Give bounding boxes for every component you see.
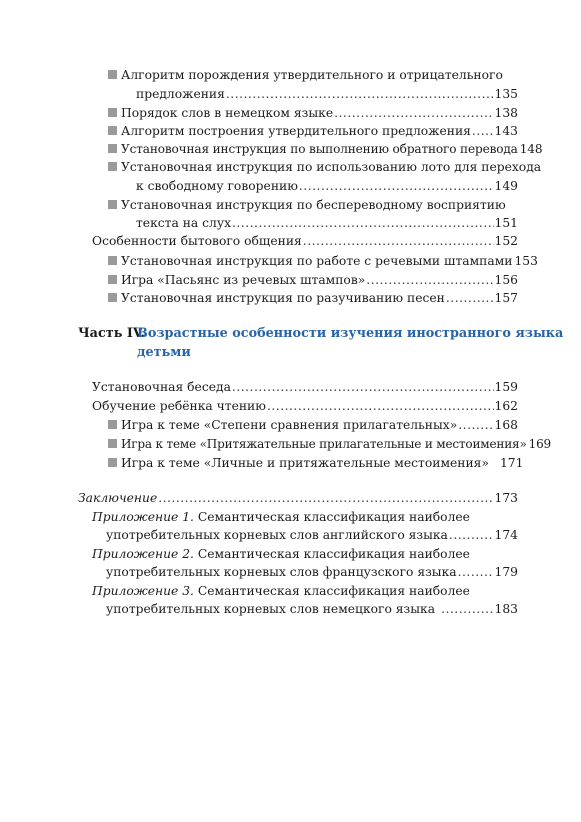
toc-entry-title: Особенности бытового общения (92, 234, 302, 248)
page-number: 148 (519, 142, 543, 156)
appendix-heading (92, 582, 470, 600)
toc-entry-title: Установочная инструкция по выполнению обратного перевода (121, 142, 518, 156)
toc-entry-title: Порядок слов в немецком языке (121, 106, 334, 120)
toc-entry-title: Игра к теме «Личные и притяжательные местоимения» (121, 456, 489, 470)
appendix-label: Приложение 3. (92, 584, 194, 598)
appendix-title: Семантическая классификация наиболее (197, 547, 470, 561)
leader-dots (458, 416, 493, 434)
toc-entry-title: к свободному говорению (136, 179, 298, 193)
page-number: 179 (494, 565, 518, 579)
leader-dots (446, 289, 494, 307)
toc-entry-title: употребительных корневых слов немецкого языка (106, 602, 436, 616)
toc-entry-title: Алгоритм построения утвердительного предложения (121, 124, 471, 138)
leader-dots (334, 104, 493, 122)
toc-entry[interactable] (136, 85, 518, 103)
toc-entry-title: употребительных корневых слов французского языка (106, 565, 457, 579)
toc-entry-line: Установочная инструкция по использованию лото для перехода (121, 160, 542, 174)
part-title[interactable]: Возрастные особенности изучения иностранного языка (137, 326, 564, 341)
page-number: 168 (494, 418, 518, 432)
toc-entry-title: Игра к теме «Степени сравнения прилагательных» (121, 418, 458, 432)
page-number: 162 (494, 399, 518, 413)
page-number: 156 (494, 273, 518, 287)
page-number: 183 (494, 602, 518, 616)
appendix-title: Семантическая классификация наиболее (197, 584, 470, 598)
toc-entry[interactable] (92, 378, 518, 396)
page-number: 159 (494, 380, 518, 394)
toc-entry[interactable] (121, 104, 518, 122)
square-bullet-icon (108, 256, 117, 265)
square-bullet-icon (108, 108, 117, 117)
toc-entry-title: Игра к теме «Притяжательные прилагательные и местоимения» (121, 437, 527, 451)
square-bullet-icon (108, 420, 117, 429)
page-number: 135 (494, 87, 518, 101)
toc-entry[interactable] (106, 600, 518, 618)
toc-entry-title: Заключение (78, 491, 158, 505)
square-bullet-icon (108, 275, 117, 284)
square-bullet-icon (108, 162, 117, 171)
toc-entry-line: Алгоритм порождения утвердительного и отрицательного (121, 68, 503, 82)
toc-entry[interactable] (136, 214, 518, 232)
toc-entry-title: Установочная беседа (92, 380, 231, 394)
toc-entry-title: Установочная инструкция по работе с речевыми штампами (121, 254, 513, 268)
toc-entry[interactable] (121, 252, 538, 270)
page-number: 173 (494, 491, 518, 505)
toc-entry[interactable] (121, 289, 518, 307)
leader-dots (449, 526, 494, 544)
appendix-heading (92, 508, 470, 526)
leader-dots (441, 600, 493, 618)
appendix-label: Приложение 2. (92, 547, 194, 561)
page-number: 153 (514, 254, 538, 268)
leader-dots (158, 489, 493, 507)
toc-entry[interactable] (121, 416, 518, 434)
leader-dots (232, 214, 494, 232)
toc-entry-title: Игра «Пасьянс из речевых штампов» (121, 273, 366, 287)
page-number: 171 (499, 456, 524, 470)
appendix-heading (92, 545, 470, 563)
page-number: 149 (494, 179, 518, 193)
appendix-title: Семантическая классификация наиболее (197, 510, 470, 524)
part-label: Часть IV. (78, 326, 145, 341)
toc-entry[interactable] (121, 271, 518, 289)
page-number: 152 (494, 234, 518, 248)
toc-entry[interactable] (121, 122, 518, 140)
square-bullet-icon (108, 144, 117, 153)
toc-entry-title: употребительных корневых слов английского языка (106, 528, 448, 542)
toc-entry[interactable] (106, 526, 518, 544)
leader-dots (366, 271, 493, 289)
leader-dots (226, 85, 494, 103)
square-bullet-icon (108, 200, 117, 209)
toc-entry[interactable] (106, 563, 518, 581)
square-bullet-icon (108, 439, 117, 448)
page-number: 151 (494, 216, 518, 230)
square-bullet-icon (108, 293, 117, 302)
page-number: 169 (528, 437, 552, 451)
leader-dots (232, 378, 494, 396)
appendix-label: Приложение 1. (92, 510, 194, 524)
leader-dots (303, 232, 494, 250)
toc-entry-title: Установочная инструкция по разучиванию песен (121, 291, 445, 305)
toc-entry[interactable] (121, 140, 543, 158)
toc-entry[interactable] (136, 177, 518, 195)
toc-entry-title: Обучение ребёнка чтению (92, 399, 266, 413)
leader-dots (267, 397, 494, 415)
toc-entry-title: текста на слух (136, 216, 232, 230)
leader-dots (472, 122, 494, 140)
toc-entry[interactable] (92, 397, 518, 415)
page-number: 174 (494, 528, 518, 542)
square-bullet-icon (108, 126, 117, 135)
leader-dots (458, 563, 494, 581)
page-number: 157 (494, 291, 518, 305)
square-bullet-icon (108, 458, 117, 467)
toc-entry[interactable] (121, 435, 552, 453)
toc-entry[interactable] (121, 454, 524, 472)
toc-entry-title: предложения (136, 87, 225, 101)
part-title-continued[interactable]: детьми (137, 345, 191, 360)
page-number: 143 (494, 124, 518, 138)
leader-dots (299, 177, 494, 195)
toc-entry[interactable] (92, 232, 518, 250)
square-bullet-icon (108, 70, 117, 79)
toc-entry-line: Установочная инструкция по беспереводному восприятию (121, 198, 506, 212)
toc-entry[interactable] (78, 489, 518, 507)
page-number: 138 (494, 106, 518, 120)
